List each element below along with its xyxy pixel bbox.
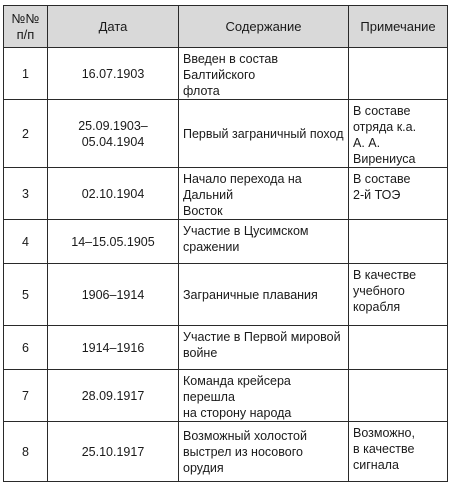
row-note	[349, 220, 448, 264]
row-date: 28.09.1917	[48, 370, 179, 422]
header-note: Примечание	[349, 6, 448, 48]
row-content: Заграничные плавания	[179, 264, 349, 326]
row-date: 1914–1916	[48, 326, 179, 370]
row-note	[349, 326, 448, 370]
table-row	[4, 168, 448, 220]
row-note	[349, 48, 448, 100]
row-content: Введен в состав Балтийского флота	[179, 48, 349, 100]
row-date: 14–15.05.1905	[48, 220, 179, 264]
row-number: 1	[4, 48, 48, 100]
header-content: Содержание	[179, 6, 349, 48]
row-content: Участие в Цусимском сражении	[179, 220, 349, 264]
row-number: 4	[4, 220, 48, 264]
row-number: 5	[4, 264, 48, 326]
row-note	[349, 370, 448, 422]
header-number: №№ п/п	[4, 6, 48, 48]
history-table	[3, 5, 448, 482]
row-number: 6	[4, 326, 48, 370]
row-content: Возможный холостой выстрел из носового орудия	[179, 422, 349, 482]
table-row	[4, 326, 448, 370]
row-content: Начало перехода на Дальний Восток	[179, 168, 349, 220]
row-note: В составе отряда к.а. А. А. Вирениуса	[349, 100, 448, 168]
row-note: В составе 2-й ТОЭ	[349, 168, 448, 220]
row-note: В качестве учебного корабля	[349, 264, 448, 326]
table-row	[4, 220, 448, 264]
row-date: 1906–1914	[48, 264, 179, 326]
table-row	[4, 422, 448, 482]
row-number: 2	[4, 100, 48, 168]
row-date: 25.10.1917	[48, 422, 179, 482]
header-date: Дата	[48, 6, 179, 48]
row-number: 7	[4, 370, 48, 422]
table-row	[4, 264, 448, 326]
row-number: 8	[4, 422, 48, 482]
row-date: 25.09.1903– 05.04.1904	[48, 100, 179, 168]
row-date: 02.10.1904	[48, 168, 179, 220]
row-note: Возможно, в качестве сигнала	[349, 422, 448, 482]
row-content: Команда крейсера перешла на сторону народа	[179, 370, 349, 422]
row-number: 3	[4, 168, 48, 220]
row-date: 16.07.1903	[48, 48, 179, 100]
row-content: Первый заграничный поход	[179, 100, 349, 168]
table-row	[4, 100, 448, 168]
row-content: Участие в Первой мировой войне	[179, 326, 349, 370]
table-row	[4, 370, 448, 422]
table-row	[4, 48, 448, 100]
table-header-row	[4, 6, 448, 48]
